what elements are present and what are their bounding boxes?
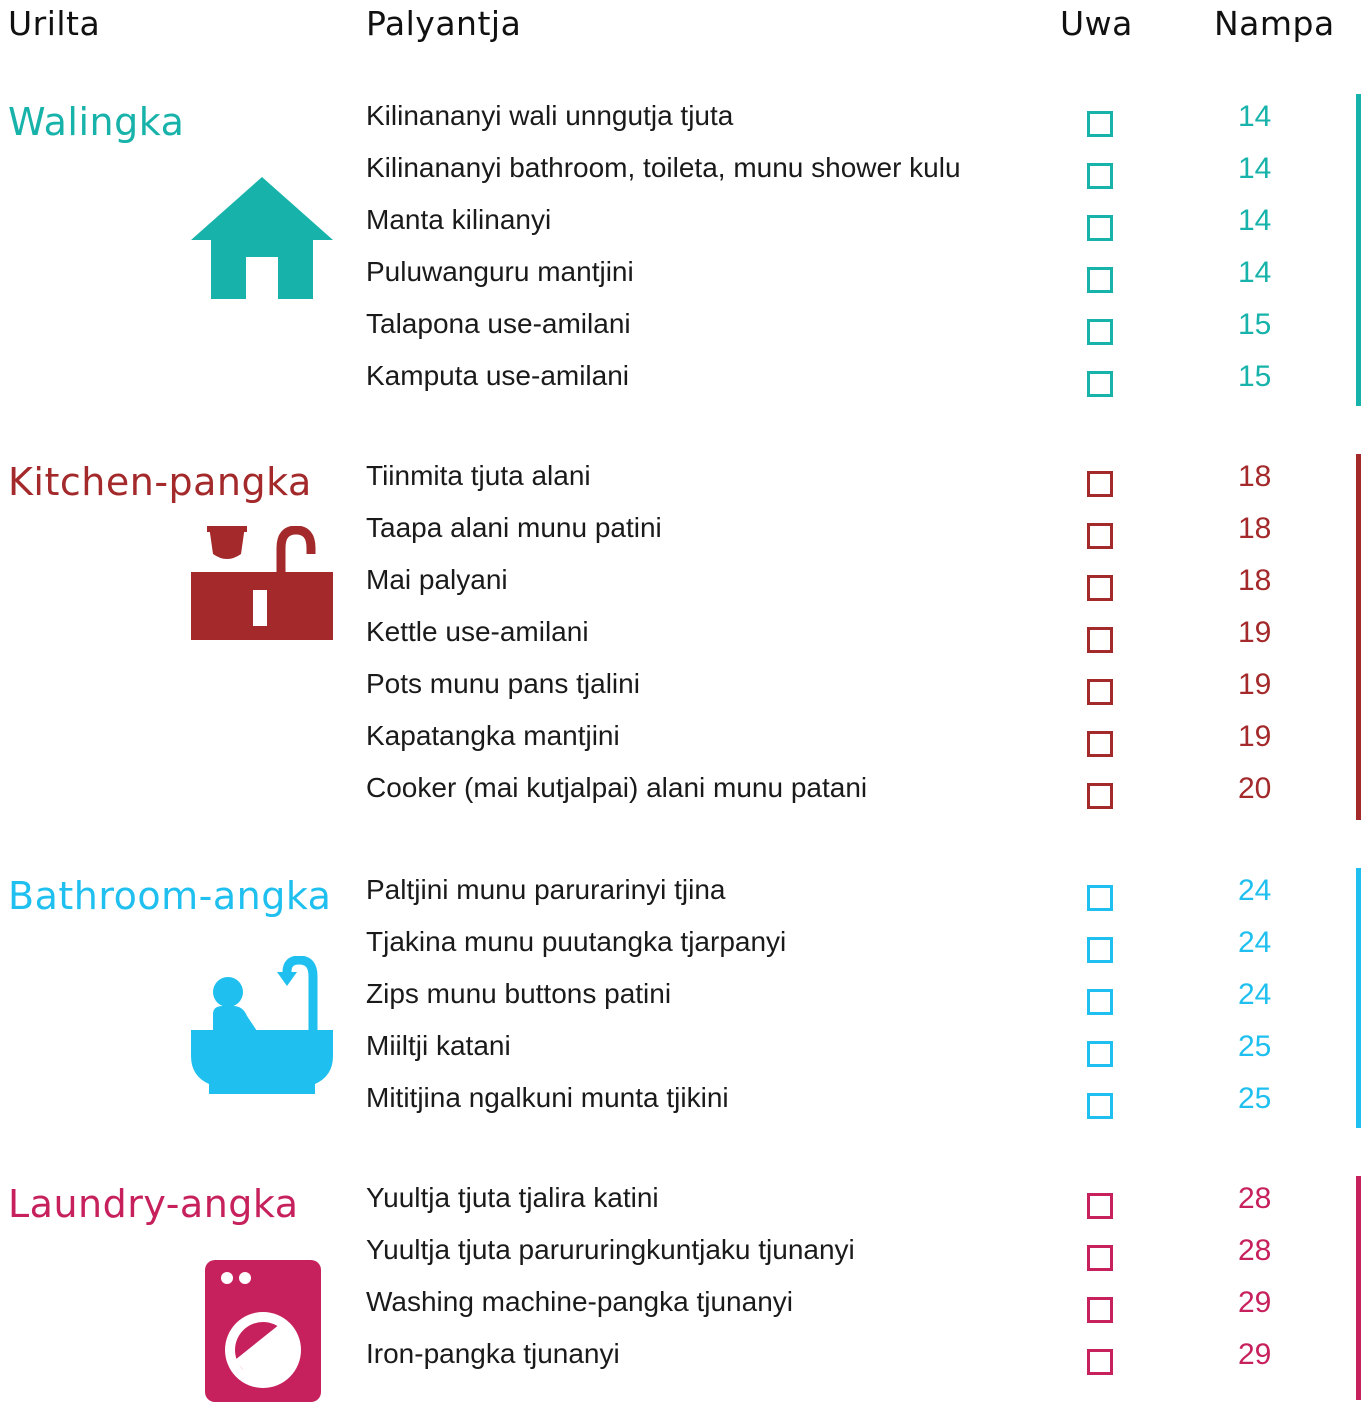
section-title: Kitchen-pangka — [8, 460, 312, 504]
checkbox[interactable] — [1087, 1041, 1113, 1067]
item-label: Mititjina ngalkuni munta tjikini — [366, 1082, 729, 1113]
item-label: Yuultja tjuta tjalira katini — [366, 1182, 659, 1213]
item-label: Pots munu pans tjalini — [366, 668, 640, 699]
item-label: Iron-pangka tjunanyi — [366, 1338, 620, 1369]
list-item — [0, 616, 1362, 668]
item-label: Talapona use-amilani — [366, 308, 631, 339]
list-item — [0, 460, 1362, 512]
checkbox[interactable] — [1087, 937, 1113, 963]
checkbox[interactable] — [1087, 1245, 1113, 1271]
checkbox[interactable] — [1087, 319, 1113, 345]
page-number: 24 — [1238, 926, 1272, 959]
page-number: 29 — [1238, 1338, 1272, 1371]
page-number: 28 — [1238, 1182, 1272, 1215]
page-number: 25 — [1238, 1082, 1272, 1115]
item-label: Taapa alani munu patini — [366, 512, 662, 543]
list-item — [0, 512, 1362, 564]
item-label: Cooker (mai kutjalpai) alani munu patani — [366, 772, 868, 803]
item-label: Kapatangka mantjini — [366, 720, 620, 751]
checkbox[interactable] — [1087, 885, 1113, 911]
page-number: 19 — [1238, 668, 1272, 701]
page-number: 15 — [1238, 360, 1272, 393]
page-number: 24 — [1238, 978, 1272, 1011]
list-item — [0, 308, 1362, 360]
checkbox[interactable] — [1087, 111, 1113, 137]
page-number: 28 — [1238, 1234, 1272, 1267]
item-label: Washing machine-pangka tjunanyi — [366, 1286, 793, 1317]
header-urilta: Urilta — [8, 4, 101, 43]
page-number: 19 — [1238, 616, 1272, 649]
checkbox[interactable] — [1087, 215, 1113, 241]
list-item — [0, 256, 1362, 308]
item-label: Paltjini munu parurarinyi tjina — [366, 874, 726, 905]
checkbox[interactable] — [1087, 267, 1113, 293]
checkbox[interactable] — [1087, 575, 1113, 601]
checkbox[interactable] — [1087, 371, 1113, 397]
checkbox[interactable] — [1087, 989, 1113, 1015]
page-number: 18 — [1238, 460, 1272, 493]
page-number: 14 — [1238, 204, 1272, 237]
page-number: 29 — [1238, 1286, 1272, 1319]
page-number: 18 — [1238, 564, 1272, 597]
section-title: Laundry-angka — [8, 1182, 299, 1226]
header-palyantja: Palyantja — [366, 4, 522, 43]
list-item — [0, 978, 1362, 1030]
list-item — [0, 772, 1362, 824]
header-uwa: Uwa — [1060, 4, 1133, 43]
item-label: Tjakina munu puutangka tjarpanyi — [366, 926, 787, 957]
list-item — [0, 204, 1362, 256]
page-number: 24 — [1238, 874, 1272, 907]
section-title: Bathroom-angka — [8, 874, 332, 918]
item-label: Yuultja tjuta parururingkuntjaku tjunanyi — [366, 1234, 855, 1265]
checkbox[interactable] — [1087, 523, 1113, 549]
page-number: 14 — [1238, 100, 1272, 133]
checkbox[interactable] — [1087, 679, 1113, 705]
item-label: Manta kilinanyi — [366, 204, 552, 235]
list-item — [0, 1182, 1362, 1234]
list-item — [0, 926, 1362, 978]
checkbox[interactable] — [1087, 627, 1113, 653]
checkbox[interactable] — [1087, 163, 1113, 189]
item-label: Kilinananyi bathroom, toileta, munu shower kulu — [366, 152, 961, 183]
checkbox[interactable] — [1087, 1093, 1113, 1119]
item-label: Zips munu buttons patini — [366, 978, 672, 1009]
checkbox[interactable] — [1087, 1193, 1113, 1219]
checkbox[interactable] — [1087, 731, 1113, 757]
checkbox[interactable] — [1087, 1349, 1113, 1375]
list-item — [0, 100, 1362, 152]
page-number: 14 — [1238, 152, 1272, 185]
item-label: Miiltji katani — [366, 1030, 511, 1061]
page-number: 14 — [1238, 256, 1272, 289]
page-number: 15 — [1238, 308, 1272, 341]
list-item — [0, 152, 1362, 204]
item-label: Mai palyani — [366, 564, 508, 595]
list-item — [0, 1030, 1362, 1082]
list-item — [0, 668, 1362, 720]
header-nampa: Nampa — [1214, 4, 1335, 43]
item-label: Puluwanguru mantjini — [366, 256, 634, 287]
list-item — [0, 360, 1362, 412]
list-item — [0, 1234, 1362, 1286]
checkbox[interactable] — [1087, 471, 1113, 497]
checkbox[interactable] — [1087, 783, 1113, 809]
list-item — [0, 720, 1362, 772]
page-number: 25 — [1238, 1030, 1272, 1063]
item-label: Kamputa use-amilani — [366, 360, 630, 391]
item-label: Kilinananyi wali unngutja tjuta — [366, 100, 734, 131]
page-number: 20 — [1238, 772, 1272, 805]
list-item — [0, 564, 1362, 616]
list-item — [0, 874, 1362, 926]
page-number: 18 — [1238, 512, 1272, 545]
list-item — [0, 1338, 1362, 1390]
item-label: Kettle use-amilani — [366, 616, 589, 647]
checkbox[interactable] — [1087, 1297, 1113, 1323]
item-label: Tiinmita tjuta alani — [366, 460, 591, 491]
list-item — [0, 1082, 1362, 1134]
page-number: 19 — [1238, 720, 1272, 753]
section-title: Walingka — [8, 100, 185, 144]
list-item — [0, 1286, 1362, 1338]
